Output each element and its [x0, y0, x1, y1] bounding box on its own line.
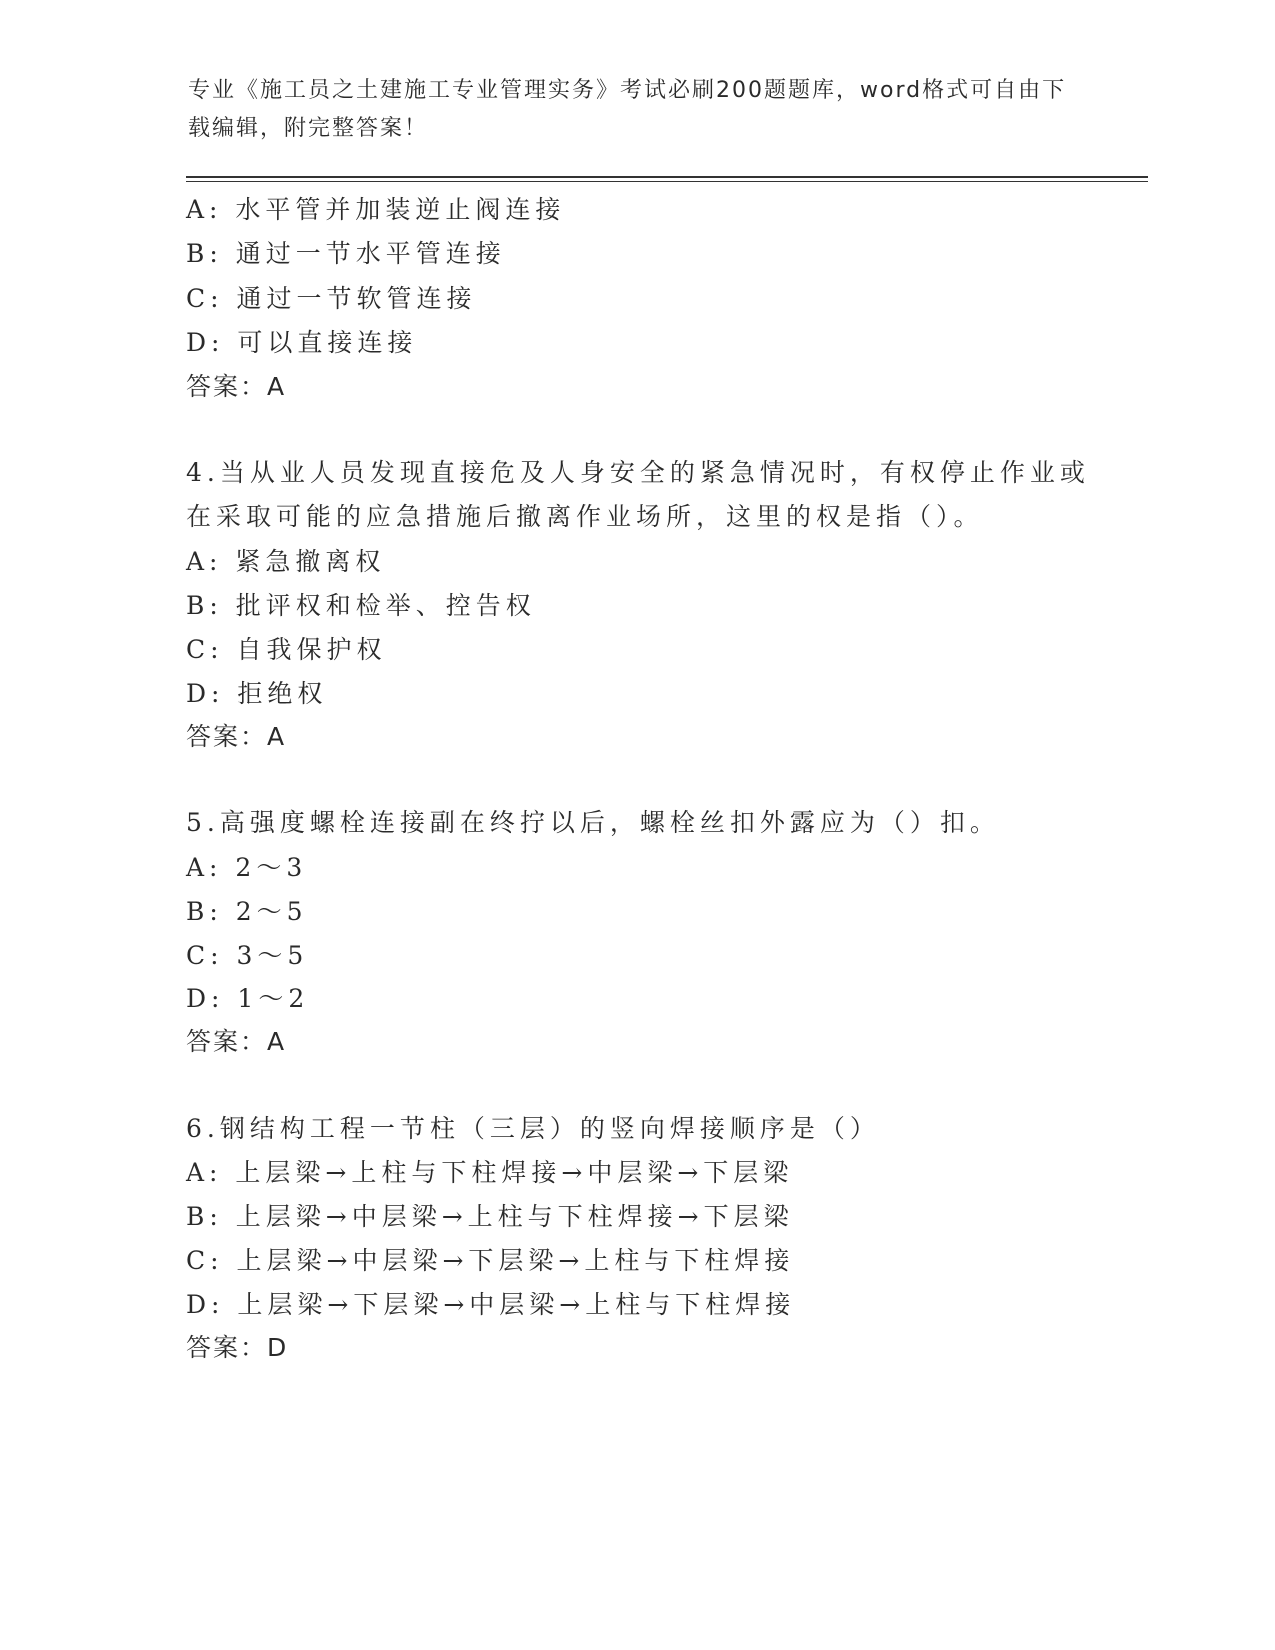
q3-answer: 答案：A [186, 372, 287, 401]
q5-option-d: D: 1～2 [186, 984, 310, 1013]
q5-option-b: B: 2～5 [186, 897, 308, 926]
q4-option-d: D: 拒绝权 [186, 679, 328, 708]
q3-option-c: C: 通过一节软管连接 [186, 284, 477, 313]
q6-option-c: C: 上层梁→中层梁→下层梁→上柱与下柱焊接 [186, 1246, 795, 1275]
q3-option-a: A: 水平管并加装逆止阀连接 [186, 195, 566, 224]
q5-answer: 答案：A [186, 1027, 287, 1056]
q4-option-c: C: 自我保护权 [186, 635, 387, 664]
q6-stem: 6.钢结构工程一节柱（三层）的竖向焊接顺序是（） [186, 1114, 880, 1143]
q3-option-b: B: 通过一节水平管连接 [186, 239, 506, 268]
q5-stem: 5.高强度螺栓连接副在终拧以后，螺栓丝扣外露应为（）扣。 [186, 808, 1000, 837]
q4-option-a: A: 紧急撤离权 [186, 547, 386, 576]
q6-option-d: D: 上层梁→下层梁→中层梁→上柱与下柱焊接 [186, 1290, 796, 1319]
q4-stem-line2: 在采取可能的应急措施后撤离作业场所，这里的权是指（）。 [186, 502, 984, 531]
q4-stem-line1: 4.当从业人员发现直接危及人身安全的紧急情况时，有权停止作业或 [186, 458, 1090, 487]
q4-option-b: B: 批评权和检举、控告权 [186, 591, 536, 620]
q5-option-c: C: 3～5 [186, 941, 309, 970]
document-intro: 专业《施工员之土建施工专业管理实务》考试必刷200题题库，word格式可自由下载编辑，附完整答案！ [188, 78, 1067, 141]
q6-option-b: B: 上层梁→中层梁→上柱与下柱焊接→下层梁 [186, 1202, 794, 1231]
q6-option-a: A: 上层梁→上柱与下柱焊接→中层梁→下层梁 [186, 1158, 794, 1187]
header-divider-thick [186, 176, 1148, 178]
q5-option-a: A: 2～3 [186, 853, 308, 882]
q4-answer: 答案：A [186, 722, 287, 751]
q6-answer: 答案：D [186, 1333, 289, 1362]
q3-option-d: D: 可以直接连接 [186, 328, 418, 357]
header-divider-thin [186, 181, 1148, 182]
